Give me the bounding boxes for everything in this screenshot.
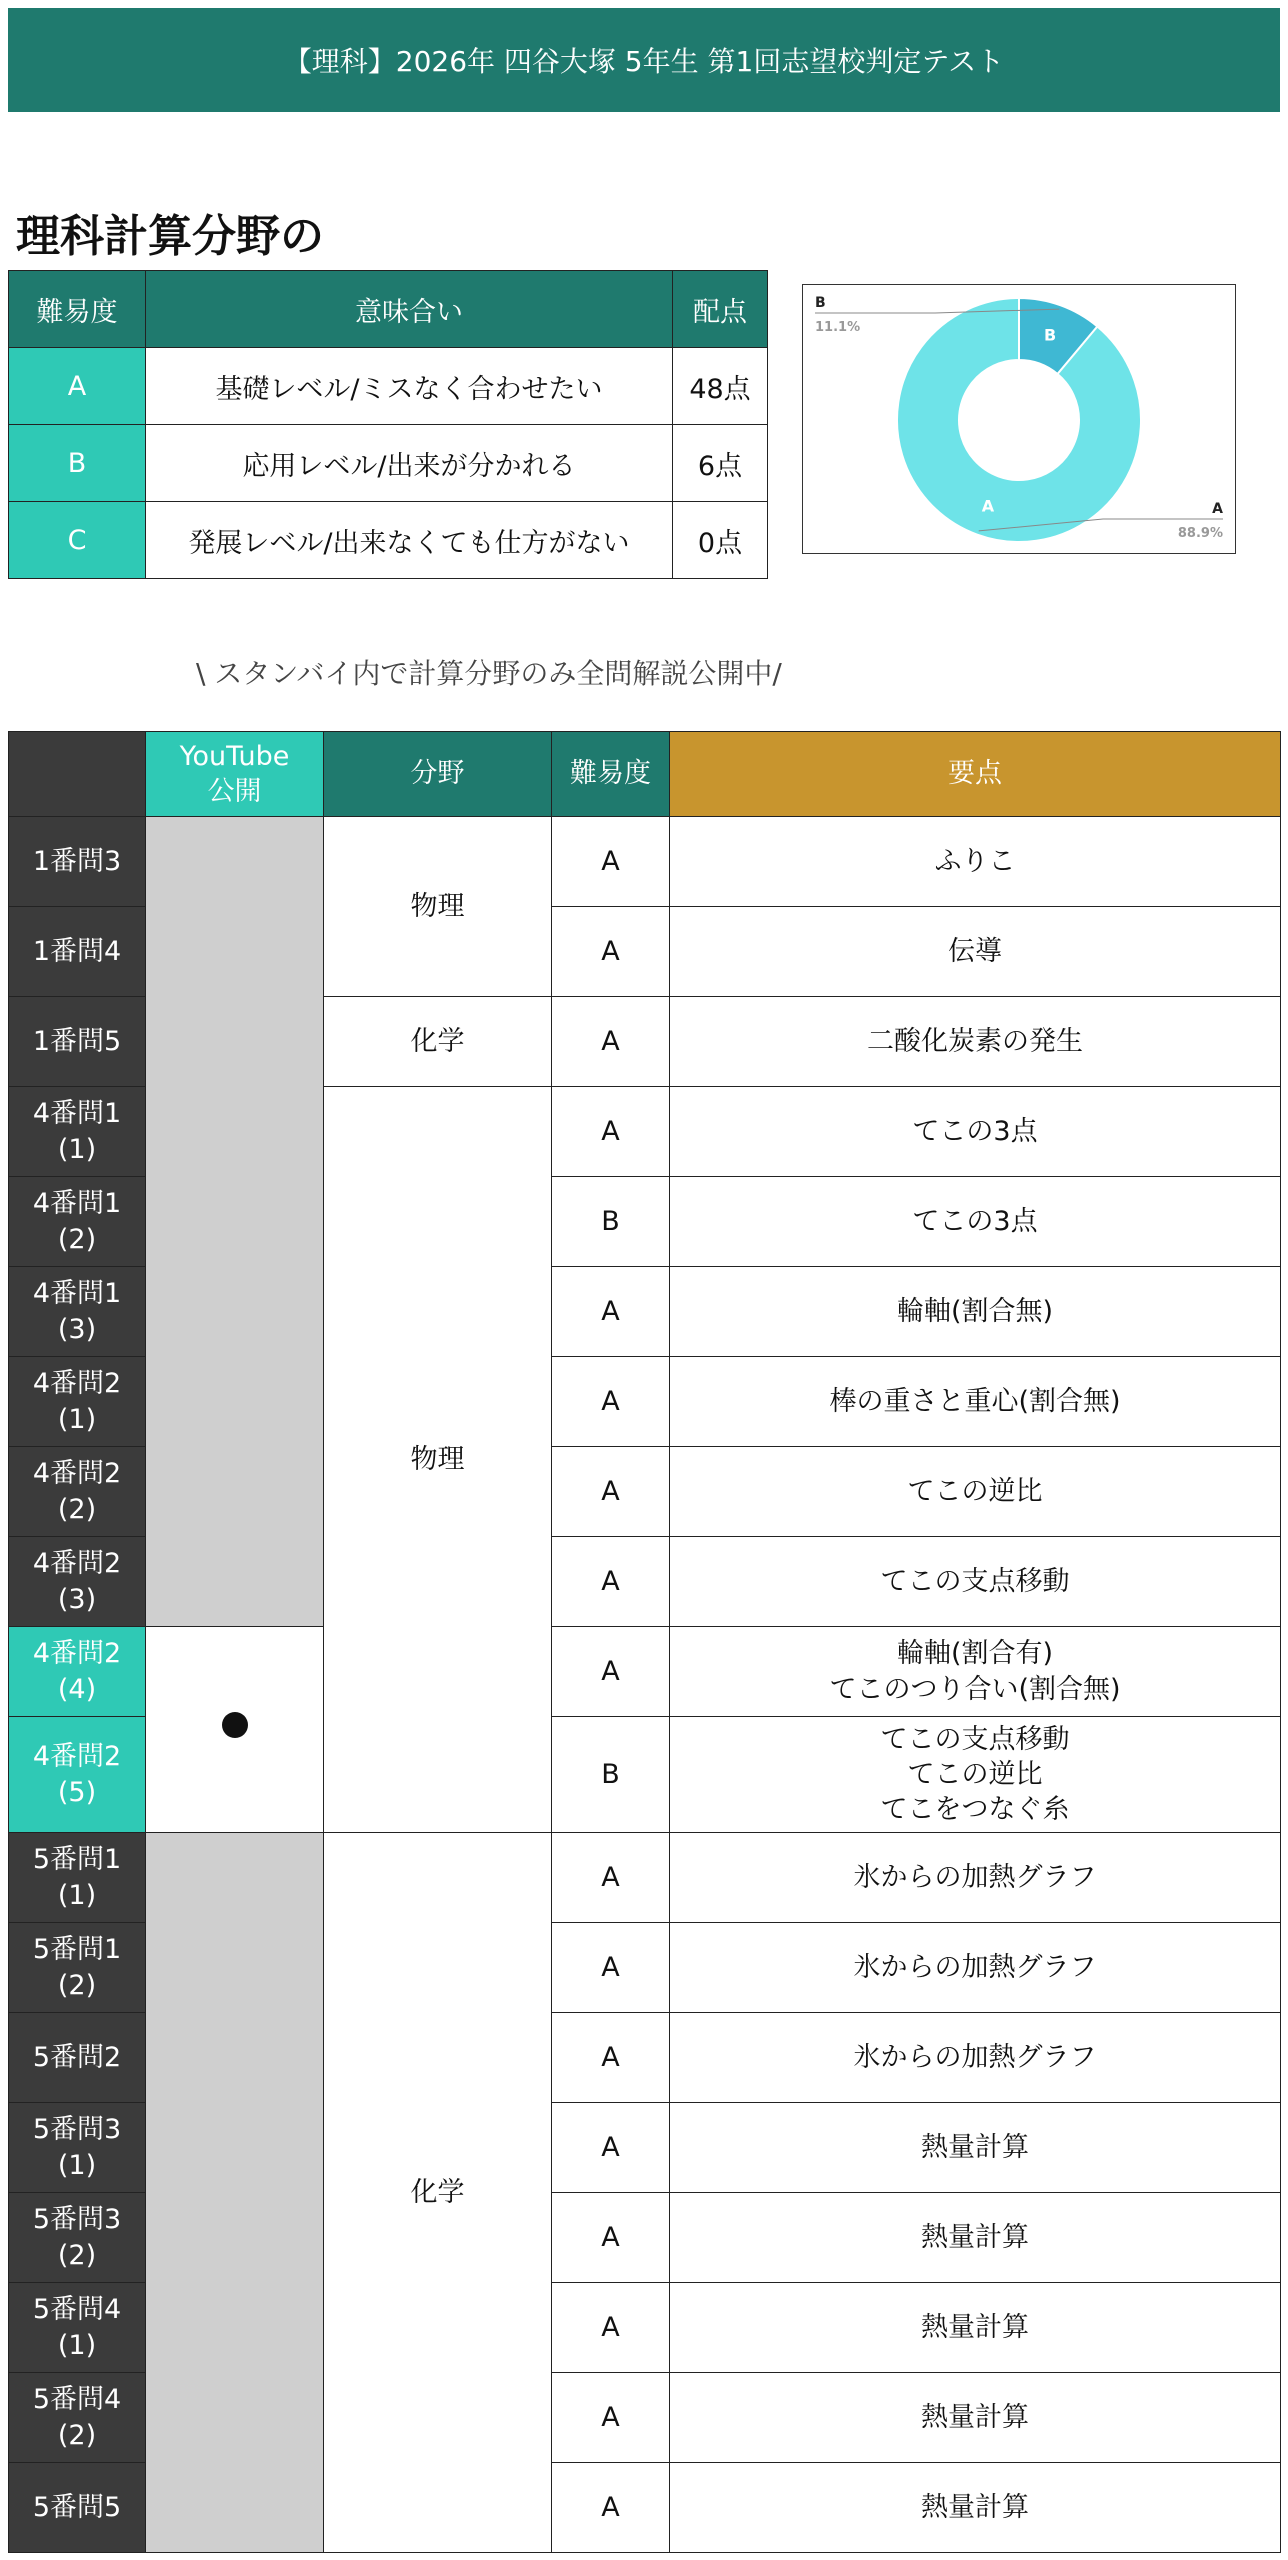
question-number: 4番問1 (3) [9,1267,146,1357]
difficulty-cell: A [552,997,670,1087]
point-cell: 氷からの加熱グラフ [670,1923,1281,2013]
youtube-cell [146,817,324,1627]
difficulty-cell: A [552,1833,670,1923]
difficulty-table [8,270,768,579]
difficulty-cell: A [552,1627,670,1717]
diff-points: 0点 [673,502,768,579]
point-cell: 輪軸(割合無) [670,1267,1281,1357]
field-cell: 物理 [324,1087,552,1833]
header-blank [9,732,146,817]
point-cell: 熱量計算 [670,2463,1281,2553]
point-cell: てこの逆比 [670,1447,1281,1537]
difficulty-pie-chart [802,284,1236,554]
question-number: 5番問5 [9,2463,146,2553]
point-cell: 熱量計算 [670,2103,1281,2193]
question-number: 1番問5 [9,997,146,1087]
notice-text: \ スタンバイ内で計算分野のみ全問解説公開中/ [196,657,782,690]
difficulty-cell: A [552,1087,670,1177]
question-number: 4番問2 (5) [9,1717,146,1833]
diff-row [9,348,768,425]
point-cell: てこの3点 [670,1177,1281,1267]
point-cell: てこの3点 [670,1087,1281,1177]
published-dot-icon [222,1712,248,1738]
diff-meaning: 応用レベル/出来が分かれる [146,425,673,502]
diff-meaning: 基礎レベル/ミスなく合わせたい [146,348,673,425]
question-number: 4番問2 (1) [9,1357,146,1447]
point-cell: 輪軸(割合有) てこのつり合い(割合無) [670,1627,1281,1717]
diff-level: C [9,502,146,579]
question-number: 4番問2 (4) [9,1627,146,1717]
question-number: 5番問3 (2) [9,2193,146,2283]
difficulty-cell: A [552,2013,670,2103]
header-field: 分野 [324,732,552,817]
diff-points: 6点 [673,425,768,502]
youtube-cell [146,1833,324,2553]
question-number: 4番問2 (3) [9,1537,146,1627]
question-number: 5番問1 (1) [9,1833,146,1923]
question-number: 5番問2 [9,2013,146,2103]
diff-level: B [9,425,146,502]
difficulty-cell: A [552,2283,670,2373]
difficulty-cell: A [552,2103,670,2193]
difficulty-cell: A [552,2193,670,2283]
pie-slice-label: B [1043,325,1057,345]
header-title: 【理科】2026年 四谷大塚 5年生 第1回志望校判定テスト [283,45,1005,78]
header-difficulty: 難易度 [552,732,670,817]
header-point: 要点 [670,732,1281,817]
difficulty-cell: B [552,1177,670,1267]
point-cell: 伝導 [670,907,1281,997]
point-cell: 熱量計算 [670,2373,1281,2463]
difficulty-cell: A [552,1537,670,1627]
page-header [8,8,1280,112]
diff-header-level: 難易度 [9,271,146,348]
youtube-cell [146,1627,324,1833]
difficulty-cell: A [552,1923,670,2013]
difficulty-cell: A [552,1447,670,1537]
table-row [9,1627,1281,1717]
question-number: 4番問1 (2) [9,1177,146,1267]
point-cell: 棒の重さと重心(割合無) [670,1357,1281,1447]
diff-row [9,502,768,579]
question-number: 4番問1 (1) [9,1087,146,1177]
callout-category: B [815,295,826,311]
diff-header-points: 配点 [673,271,768,348]
difficulty-cell: A [552,817,670,907]
point-cell: てこの支点移動 [670,1537,1281,1627]
point-cell: ふりこ [670,817,1281,907]
question-number: 5番問1 (2) [9,1923,146,2013]
difficulty-cell: A [552,1357,670,1447]
question-number: 5番問4 (1) [9,2283,146,2373]
question-number: 4番問2 (2) [9,1447,146,1537]
table-row [9,817,1281,907]
point-cell: 二酸化炭素の発生 [670,997,1281,1087]
question-number: 1番問3 [9,817,146,907]
diff-row [9,425,768,502]
header-youtube: YouTube 公開 [146,732,324,817]
point-cell: 熱量計算 [670,2283,1281,2373]
question-table [8,731,1281,2553]
question-number: 5番問3 (1) [9,2103,146,2193]
pie-svg [803,285,1235,553]
difficulty-cell: A [552,907,670,997]
diff-points: 48点 [673,348,768,425]
question-number: 5番問4 (2) [9,2373,146,2463]
callout-percent: 88.9% [1177,526,1223,541]
difficulty-cell: A [552,2373,670,2463]
table-row [9,1833,1281,1923]
pie-slice-a [897,298,1141,542]
field-cell: 化学 [324,997,552,1087]
section-title: 理科計算分野の [16,211,324,262]
difficulty-cell: B [552,1717,670,1833]
callout-percent: 11.1% [815,320,861,335]
question-number: 1番問4 [9,907,146,997]
diff-meaning: 発展レベル/出来なくても仕方がない [146,502,673,579]
field-cell: 化学 [324,1833,552,2553]
pie-slice-label: A [981,496,995,516]
callout-category: A [1212,501,1223,517]
diff-header-meaning: 意味合い [146,271,673,348]
point-cell: 氷からの加熱グラフ [670,1833,1281,1923]
point-cell: 熱量計算 [670,2193,1281,2283]
difficulty-cell: A [552,1267,670,1357]
difficulty-cell: A [552,2463,670,2553]
point-cell: てこの支点移動 てこの逆比 てこをつなぐ糸 [670,1717,1281,1833]
point-cell: 氷からの加熱グラフ [670,2013,1281,2103]
field-cell: 物理 [324,817,552,997]
diff-level: A [9,348,146,425]
